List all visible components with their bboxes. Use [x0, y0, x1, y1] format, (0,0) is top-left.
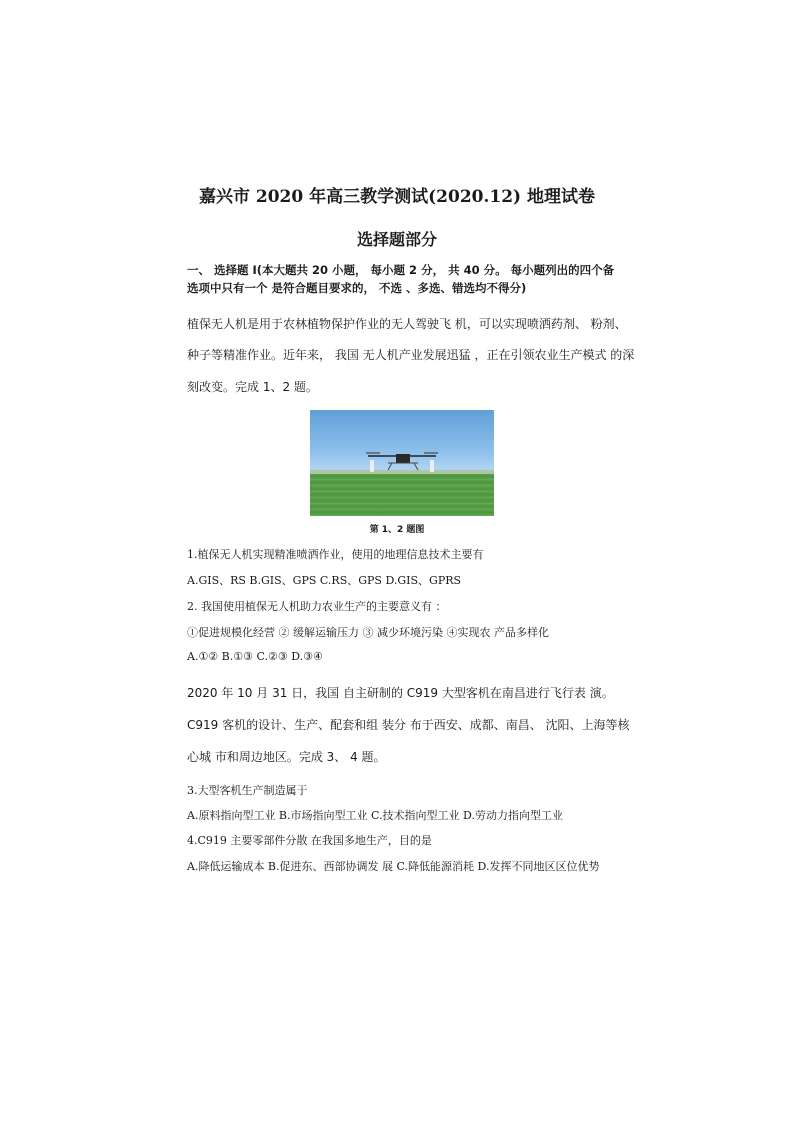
figure-caption: 第 1、2 题图 — [369, 525, 425, 535]
drone-icon — [310, 410, 494, 516]
passage-1-line-2: 种子等精准作业。近年来， 我国 无人机产业发展迅猛 ，正在引领农业生产模式 的深 — [187, 348, 635, 362]
instructions-line-2: 选项中只有一个 是符合题目要求的， 不选 、多选、错选均不得分) — [187, 281, 527, 295]
passage-2-line-1: 2020 年 10 月 31 日，我国 自主研制的 C919 大型客机在南昌进行飞行表 演。 — [187, 686, 614, 700]
passage-1-line-3: 刻改变。完成 1、2 题。 — [187, 380, 318, 394]
question-4-options: A.降低运输成本 B.促进东、西部协调发 展 C.降低能源消耗 D.发挥不同地区区位优势 — [187, 860, 600, 873]
question-2: 2. 我国使用植保无人机助力农业生产的主要意义有 ： — [187, 600, 447, 613]
question-3-options: A.原料指向型工业 B.市场指向型工业 C.技术指向型工业 D.劳动力指向型工业 — [187, 809, 563, 822]
question-2-options: A.①② B.①③ C.②③ D.③④ — [187, 650, 323, 663]
question-3: 3.大型客机生产制造属于 — [187, 784, 308, 797]
instructions-line-1: 一、 选择题 I(本大题共 20 小题， 每小题 2 分， 共 40 分。 每小题列出的四个备 — [187, 263, 615, 277]
question-4: 4.C919 主要零部件分散 在我国多地生产，目的是 — [187, 834, 432, 847]
passage-2-line-2: C919 客机的设计、生产、配套和组 装分 布于西安、成都、南昌、 沈阳、上海等核 — [187, 718, 630, 732]
question-1-options: A.GIS、RS B.GIS、GPS C.RS、GPS D.GIS、GPRS — [187, 574, 462, 587]
section-title: 选择题部分 — [356, 230, 437, 249]
agricultural-drone-photo — [310, 410, 494, 516]
question-2-statements: ①促进规模化经营 ② 缓解运输压力 ③ 减少环境污染 ④实现农 产品多样化 — [187, 626, 549, 639]
passage-2-line-3: 心城 市和周边地区。完成 3、 4 题。 — [187, 750, 386, 764]
question-1: 1.植保无人机实现精准喷洒作业，使用的地理信息技术主要有 — [187, 548, 484, 561]
passage-1-line-1: 植保无人机是用于农林植物保护作业的无人驾驶飞 机，可以实现喷洒药剂、 粉剂、 — [187, 317, 627, 331]
exam-title: 嘉兴市 2020 年高三教学测试(2020.12) 地理试卷 — [198, 187, 596, 207]
